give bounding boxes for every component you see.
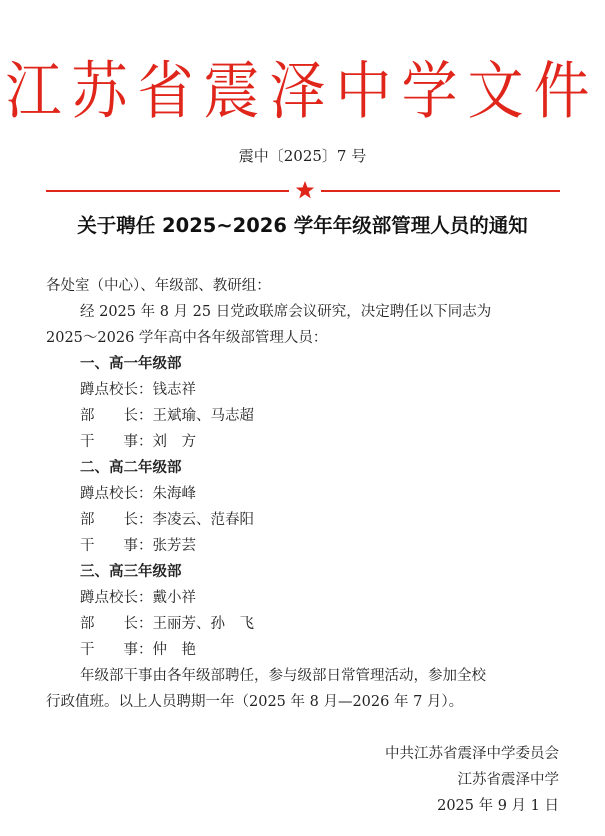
signature-school: 江苏省震泽中学: [457, 772, 559, 788]
red-divider-right: [321, 190, 560, 192]
section-row: 蹲点校长：戴小祥: [80, 590, 196, 606]
document-number: 震中〔2025〕7 号: [238, 147, 367, 165]
intro-line-1: 经 2025 年 8 月 25 日党政联席会议研究，决定聘任以下同志为: [80, 304, 492, 320]
section-row: 部 长：李凌云、范春阳: [80, 512, 254, 528]
section-row: 部 长：王斌瑜、马志超: [80, 408, 254, 424]
section-row: 干 事：仲 艳: [80, 642, 196, 658]
salutation: 各处室（中心）、年级部、教研组：: [46, 278, 271, 294]
closing-line-1: 年级部干事由各年级部聘任，参与级部日常管理活动，参加全校: [80, 668, 486, 684]
document-org-title: 江苏省震泽中学文件: [5, 55, 600, 129]
star-icon: [295, 180, 315, 200]
section-row: 蹲点校长：钱志祥: [80, 382, 196, 398]
section-heading: 三、高三年级部: [80, 564, 182, 580]
section-row: 干 事：张芳芸: [80, 538, 196, 554]
section-row: 干 事：刘 方: [80, 434, 196, 450]
intro-line-2: 2025～2026 学年高中各年级部管理人员：: [46, 330, 328, 346]
section-heading: 二、高二年级部: [80, 460, 182, 476]
section-row: 部 长：王丽芳、孙 飞: [80, 616, 254, 632]
signature-party-committee: 中共江苏省震泽中学委员会: [385, 746, 559, 762]
section-heading: 一、高一年级部: [80, 356, 182, 372]
signature-date: 2025 年 9 月 1 日: [437, 798, 559, 814]
notice-title: 关于聘任 2025~2026 学年年级部管理人员的通知: [77, 214, 528, 237]
red-divider-left: [46, 190, 289, 192]
closing-line-2: 行政值班。以上人员聘期一年（2025 年 8 月—2026 年 7 月）。: [46, 694, 464, 710]
section-row: 蹲点校长：朱海峰: [80, 486, 196, 502]
